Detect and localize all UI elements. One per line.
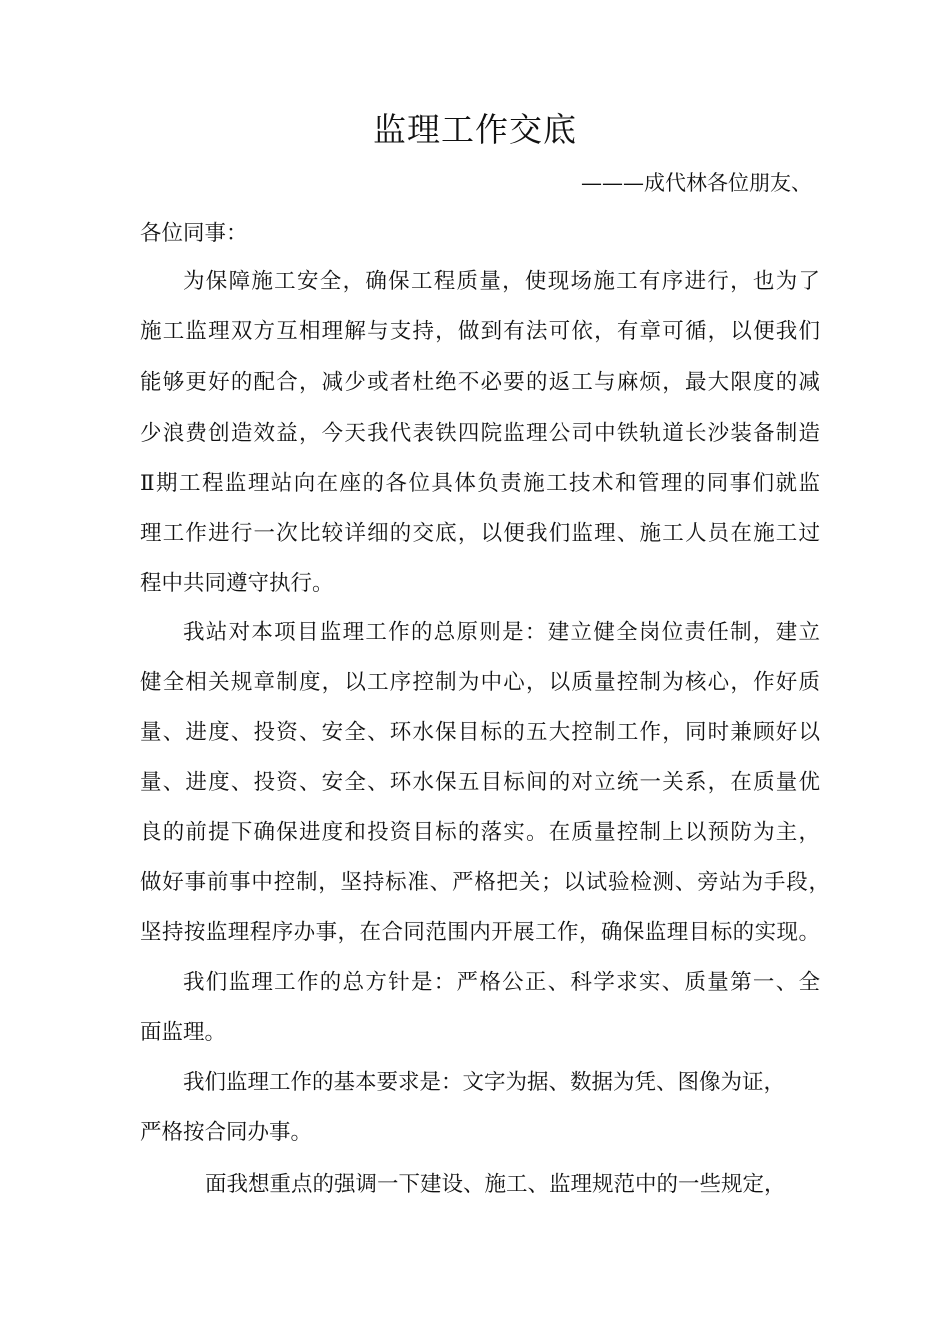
paragraph-line: Ⅱ期工程监理站向在座的各位具体负责施工技术和管理的同事们就监	[140, 471, 820, 496]
paragraph-line: 健全相关规章制度，以工序控制为中心，以质量控制为核心，作好质	[140, 670, 820, 695]
paragraph-line: 我们监理工作的总方针是：严格公正、科学求实、质量第一、全	[183, 970, 820, 995]
paragraph-line: 坚持按监理程序办事，在合同范围内开展工作，确保监理目标的实现。	[140, 920, 820, 945]
paragraph-line: 我们监理工作的基本要求是：文字为据、数据为凭、图像为证，	[183, 1070, 786, 1095]
paragraph-line: 为保障施工安全，确保工程质量，使现场施工有序进行，也为了	[183, 269, 820, 294]
paragraph-line: 面我想重点的强调一下建设、施工、监理规范中的一些规定，	[205, 1172, 786, 1197]
salutation: 各位同事：	[140, 221, 248, 246]
byline: ———成代林各位朋友、	[581, 171, 812, 195]
paragraph-line: 程中共同遵守执行。	[140, 571, 334, 596]
paragraph-line: 良的前提下确保进度和投资目标的落实。在质量控制上以预防为主，	[140, 820, 820, 845]
paragraph-line: 做好事前事中控制，坚持标准、严格把关；以试验检测、旁站为手段，	[140, 870, 830, 895]
document-title: 监理工作交底	[373, 110, 577, 149]
paragraph-line: 施工监理双方互相理解与支持，做到有法可依，有章可循，以便我们	[140, 319, 820, 344]
paragraph-line: 量、进度、投资、安全、环水保目标的五大控制工作，同时兼顾好以	[140, 720, 820, 745]
paragraph-line: 理工作进行一次比较详细的交底，以便我们监理、施工人员在施工过	[140, 521, 820, 546]
paragraph-line: 能够更好的配合，减少或者杜绝不必要的返工与麻烦，最大限度的减	[140, 370, 820, 395]
paragraph-line: 我站对本项目监理工作的总原则是：建立健全岗位责任制，建立	[183, 620, 820, 645]
paragraph-line: 面监理。	[140, 1020, 227, 1045]
paragraph-line: 少浪费创造效益，今天我代表铁四院监理公司中铁轨道长沙装备制造	[140, 421, 820, 446]
paragraph-line: 严格按合同办事。	[140, 1120, 313, 1145]
paragraph-line: 量、进度、投资、安全、环水保五目标间的对立统一关系，在质量优	[140, 770, 820, 795]
